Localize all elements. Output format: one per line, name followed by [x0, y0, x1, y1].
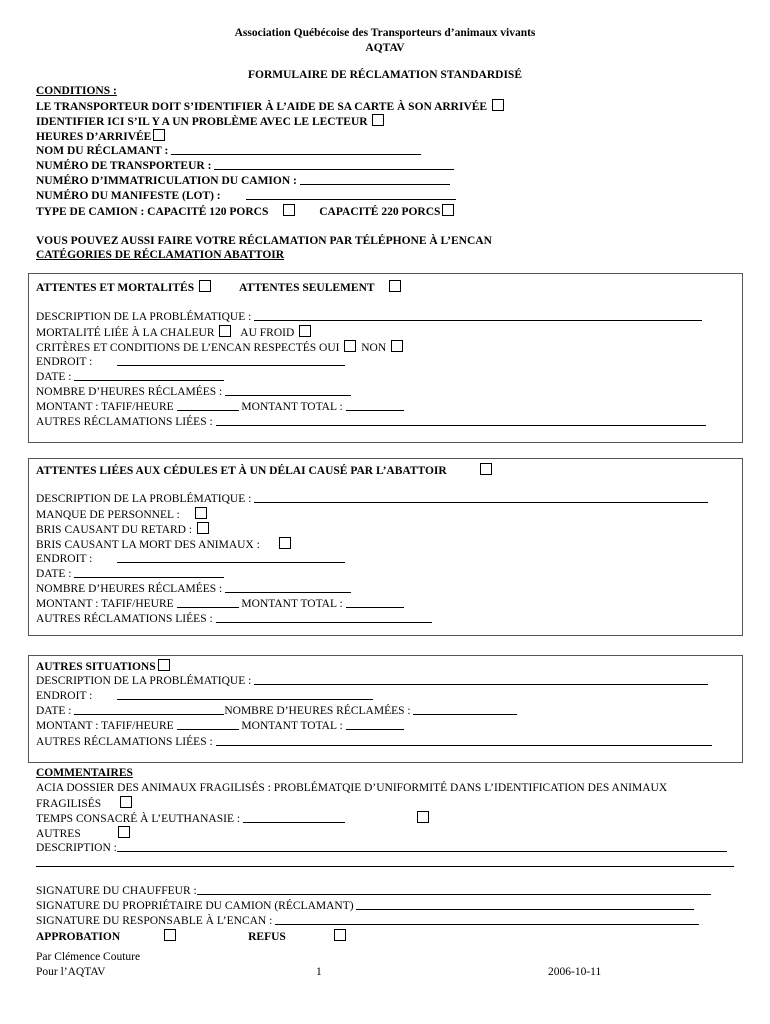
s1-date-field[interactable]: [74, 370, 224, 381]
s2-related-field[interactable]: [216, 612, 432, 623]
acia-text: ACIA DOSSIER DES ANIMAUX FRAGILISÉS : PROBLÉMATQIE D’UNIFORMITÉ DANS L’IDENTIFICATION DES ANIMAUX: [36, 782, 668, 794]
s1-date-row: [36, 370, 224, 384]
s3-place-label: ENDROIT :: [36, 690, 93, 702]
s3-title-checkbox[interactable]: [158, 659, 170, 671]
s3-title-row: [36, 659, 172, 674]
s1-attentes-seulement-checkbox[interactable]: [389, 280, 401, 292]
s1-description-field[interactable]: [254, 310, 702, 321]
conditions-heading: CONDITIONS :: [36, 85, 117, 97]
condition-reader: [36, 114, 386, 129]
s2-total-label: MONTANT TOTAL :: [241, 598, 343, 610]
manifest-label: NUMÉRO DU MANIFESTE (LOT) :: [36, 190, 221, 202]
s3-date-row: [36, 704, 517, 718]
s1-amount-row: [36, 400, 404, 414]
s1-place-label: ENDROIT :: [36, 356, 93, 368]
s2-amount-row: [36, 597, 404, 611]
s2-date-field[interactable]: [74, 567, 224, 578]
arrival-checkbox[interactable]: [153, 129, 165, 141]
decision-row: [36, 929, 348, 944]
s1-criteria-label: CRITÈRES ET CONDITIONS DE L’ENCAN RESPECTÉS OUI: [36, 342, 340, 354]
s2-date-label: DATE :: [36, 568, 72, 580]
form-title: FORMULAIRE DE RÉCLAMATION STANDARDISÉ: [247, 69, 522, 81]
condition-arrival: [36, 129, 167, 144]
s1-related-row: [36, 415, 706, 429]
s1-no-checkbox[interactable]: [391, 340, 403, 352]
other-label: AUTRES: [36, 828, 81, 840]
s3-total-label: MONTANT TOTAL :: [241, 720, 343, 732]
sig-auction-label: SIGNATURE DU RESPONSABLE À L’ENCAN :: [36, 915, 273, 927]
s3-hours-label: NOMBRE D’HEURES RÉCLAMÉES :: [224, 705, 411, 717]
s1-heat-checkbox[interactable]: [219, 325, 231, 337]
footer-date: 2006-10-11: [548, 966, 602, 978]
s2-related-label: AUTRES RÉCLAMATIONS LIÉES :: [36, 613, 213, 625]
s3-rate-label: MONTANT : TAFIF/HEURE: [36, 720, 174, 732]
truck-type-row: [36, 204, 456, 219]
s2-description-row: [36, 492, 708, 506]
reader-checkbox[interactable]: [372, 114, 384, 126]
footer-author: Par Clémence Couture: [36, 951, 141, 963]
sig-driver-label: SIGNATURE DU CHAUFFEUR :: [36, 885, 197, 897]
fragile-row: [36, 796, 134, 811]
s3-date-field[interactable]: [74, 704, 224, 715]
s2-hours-label: NOMBRE D’HEURES RÉCLAMÉES :: [36, 583, 223, 595]
org-acronym: AQTAV: [365, 42, 405, 54]
s1-description-row: [36, 310, 702, 324]
s2-total-field[interactable]: [346, 597, 404, 608]
footer-for: Pour l’AQTAV: [36, 966, 106, 978]
s1-attentes-mortalites-checkbox[interactable]: [199, 280, 211, 292]
s3-total-field[interactable]: [346, 719, 404, 730]
s1-place-field[interactable]: [117, 355, 345, 366]
s2-delay-checkbox[interactable]: [197, 522, 209, 534]
s1-attentes-mortalites-label: ATTENTES ET MORTALITÉS: [36, 282, 195, 294]
claimant-name-row: [36, 144, 421, 158]
fragile-label: FRAGILISÉS: [36, 798, 102, 810]
s2-date-row: [36, 567, 224, 581]
s3-hours-field[interactable]: [413, 704, 517, 715]
approval-label: APPROBATION: [36, 931, 121, 943]
s3-amount-row: [36, 719, 404, 733]
s1-place-row: [36, 355, 345, 369]
refusal-checkbox[interactable]: [334, 929, 346, 941]
carrier-number-row: [36, 159, 454, 173]
comment-extra-field[interactable]: [36, 856, 734, 867]
comment-description-field[interactable]: [117, 841, 727, 852]
comments-heading: COMMENTAIRES: [36, 767, 133, 779]
s3-description-row: [36, 674, 708, 688]
s1-yes-checkbox[interactable]: [344, 340, 356, 352]
sig-auction-field[interactable]: [275, 914, 699, 925]
truck-220-label: CAPACITÉ 220 PORCS: [319, 206, 441, 218]
euthanasia-label: TEMPS CONSACRÉ À L’EUTHANASIE :: [36, 813, 241, 825]
s3-date-label: DATE :: [36, 705, 72, 717]
s2-title-row: [36, 463, 494, 478]
carrier-number-label: NUMÉRO DE TRANSPORTEUR :: [36, 160, 212, 172]
s3-title: AUTRES SITUATIONS: [36, 661, 156, 673]
s3-rate-field[interactable]: [177, 719, 239, 730]
s2-staff-row: [36, 507, 209, 522]
s1-rate-label: MONTANT : TAFIF/HEURE: [36, 401, 174, 413]
truck-220-checkbox[interactable]: [442, 204, 454, 216]
euthanasia-checkbox[interactable]: [417, 811, 429, 823]
s2-description-field[interactable]: [254, 492, 708, 503]
s1-heat-row: [36, 325, 313, 340]
s1-total-field[interactable]: [346, 400, 404, 411]
sig-owner-row: [36, 899, 694, 913]
s3-description-field[interactable]: [254, 674, 708, 685]
condition-card-label: LE TRANSPORTEUR DOIT S’IDENTIFIER À L’AIDE DE SA CARTE À SON ARRIVÉE: [36, 101, 488, 113]
s2-staff-checkbox[interactable]: [195, 507, 207, 519]
euthanasia-field[interactable]: [243, 812, 345, 823]
s1-total-label: MONTANT TOTAL :: [241, 401, 343, 413]
s1-rate-field[interactable]: [177, 400, 239, 411]
s2-rate-field[interactable]: [177, 597, 239, 608]
sig-owner-label: SIGNATURE DU PROPRIÉTAIRE DU CAMION (RÉCLAMANT): [36, 900, 354, 912]
claimant-name-label: NOM DU RÉCLAMANT :: [36, 145, 169, 157]
s1-heat-label: MORTALITÉ LIÉE À LA CHALEUR: [36, 327, 215, 339]
org-name: Association Québécoise des Transporteurs d’animaux vivants: [234, 27, 536, 39]
s2-delay-label: BRIS CAUSANT DU RETARD :: [36, 524, 193, 536]
manifest-field[interactable]: [246, 189, 456, 200]
s2-hours-field[interactable]: [225, 582, 351, 593]
s1-criteria-row: [36, 340, 405, 355]
s2-place-row: [36, 552, 345, 566]
s1-cold-checkbox[interactable]: [299, 325, 311, 337]
other-checkbox[interactable]: [118, 826, 130, 838]
other-row: [36, 826, 132, 841]
phone-note: VOUS POUVEZ AUSSI FAIRE VOTRE RÉCLAMATION PAR TÉLÉPHONE À L’ENCAN: [36, 235, 492, 247]
s1-description-label: DESCRIPTION DE LA PROBLÉMATIQUE :: [36, 311, 252, 323]
card-checkbox[interactable]: [492, 99, 504, 111]
s1-date-label: DATE :: [36, 371, 72, 383]
fragile-checkbox[interactable]: [120, 796, 132, 808]
sig-auction-row: [36, 914, 699, 928]
s2-rate-label: MONTANT : TAFIF/HEURE: [36, 598, 174, 610]
sig-driver-row: [36, 884, 711, 898]
s3-related-label: AUTRES RÉCLAMATIONS LIÉES :: [36, 736, 213, 748]
plate-field[interactable]: [300, 174, 450, 185]
s2-death-label: BRIS CAUSANT LA MORT DES ANIMAUX :: [36, 539, 260, 551]
s2-title: ATTENTES LIÉES AUX CÉDULES ET À UN DÉLAI CAUSÉ PAR L’ABATTOIR: [36, 465, 447, 477]
categories-heading: CATÉGORIES DE RÉCLAMATION ABATTOIR: [36, 249, 285, 261]
manifest-row: [36, 189, 456, 203]
s3-place-field[interactable]: [117, 689, 373, 700]
s3-related-row: [36, 735, 712, 749]
truck-120-label: TYPE DE CAMION : CAPACITÉ 120 PORCS: [36, 206, 269, 218]
s2-death-row: [36, 537, 293, 552]
s3-related-field[interactable]: [216, 735, 712, 746]
s3-description-label: DESCRIPTION DE LA PROBLÉMATIQUE :: [36, 675, 252, 687]
s2-death-checkbox[interactable]: [279, 537, 291, 549]
s2-hours-row: [36, 582, 351, 596]
s1-related-field[interactable]: [216, 415, 706, 426]
s1-hours-row: [36, 385, 351, 399]
approval-checkbox[interactable]: [164, 929, 176, 941]
comment-description-row: [36, 841, 727, 855]
condition-card: [36, 99, 506, 114]
s1-title-row: [36, 280, 403, 295]
plate-row: [36, 174, 450, 188]
truck-120-checkbox[interactable]: [283, 204, 295, 216]
carrier-number-field[interactable]: [214, 159, 454, 170]
s2-description-label: DESCRIPTION DE LA PROBLÉMATIQUE :: [36, 493, 252, 505]
s1-related-label: AUTRES RÉCLAMATIONS LIÉES :: [36, 416, 213, 428]
sig-driver-field[interactable]: [197, 884, 711, 895]
claimant-name-field[interactable]: [171, 144, 421, 155]
s2-related-row: [36, 612, 432, 626]
arrival-label: HEURES D’ARRIVÉE: [36, 131, 152, 143]
s2-place-field[interactable]: [117, 552, 345, 563]
s1-hours-label: NOMBRE D’HEURES RÉCLAMÉES :: [36, 386, 223, 398]
comment-extra-line: [36, 856, 734, 870]
sig-owner-field[interactable]: [356, 899, 694, 910]
euthanasia-row: [36, 811, 431, 826]
s1-no-label: NON: [361, 342, 387, 354]
s2-staff-label: MANQUE DE PERSONNEL :: [36, 509, 180, 521]
s2-place-label: ENDROIT :: [36, 553, 93, 565]
refusal-label: REFUS: [248, 931, 286, 943]
s3-place-row: [36, 689, 373, 703]
s1-attentes-seulement-label: ATTENTES SEULEMENT: [238, 282, 375, 294]
s2-delay-row: [36, 522, 211, 537]
condition-reader-label: IDENTIFIER ICI S’IL Y A UN PROBLÈME AVEC LE LECTEUR: [36, 116, 368, 128]
s1-cold-label: AU FROID: [240, 327, 295, 339]
comment-description-label: DESCRIPTION :: [36, 842, 117, 854]
s2-title-checkbox[interactable]: [480, 463, 492, 475]
page-number: 1: [316, 966, 322, 978]
plate-label: NUMÉRO D’IMMATRICULATION DU CAMION :: [36, 175, 297, 187]
s1-hours-field[interactable]: [225, 385, 351, 396]
